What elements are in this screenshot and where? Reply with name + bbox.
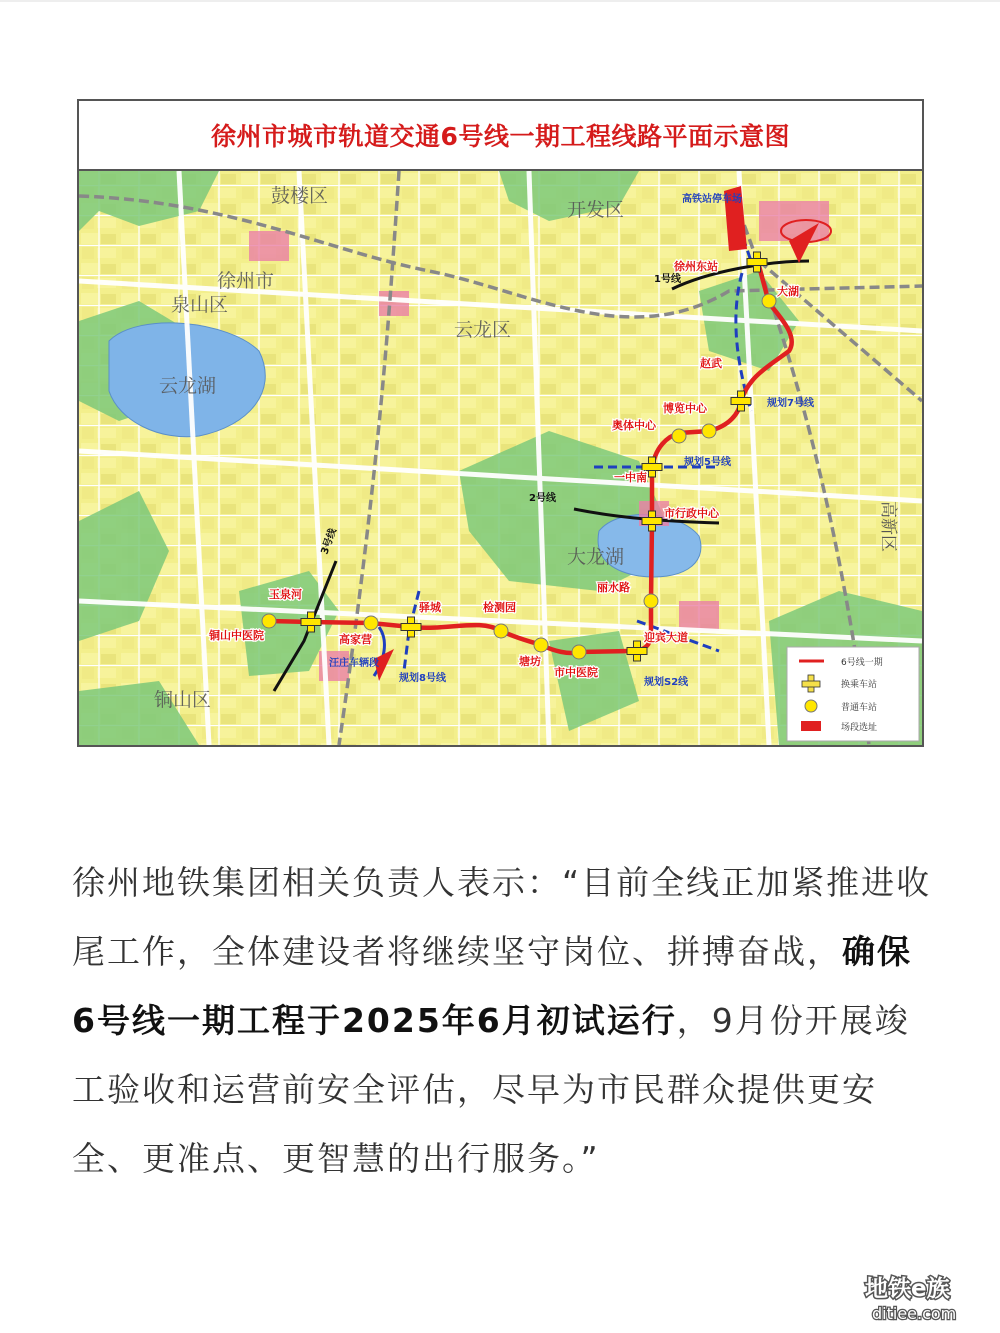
station-label: 玉泉河 [269, 588, 302, 601]
station-label: 奥体中心 [612, 419, 656, 432]
article-paragraph [72, 848, 932, 1193]
station-label: 市中医院 [554, 666, 598, 679]
line-2-label: 2号线 [529, 493, 556, 504]
station-label: 徐州东站 [674, 260, 718, 273]
station-icon [494, 624, 508, 638]
plan-s2-label: 规划S2线 [644, 677, 689, 688]
station-label: 市行政中心 [664, 507, 719, 520]
line-3-label: 3号线 [319, 526, 340, 557]
station-label: 检测园 [483, 601, 516, 614]
legend-normal-icon [805, 700, 817, 712]
district-label: 高新区 [878, 501, 898, 552]
article-text: 徐州地铁集团相关负责人表示：“目前全线正加紧推进收尾工作，全体建设者将继续坚守岗位、拼搏奋战， [72, 863, 932, 971]
rail-map [77, 99, 924, 747]
district-label: 开发区 [567, 199, 625, 221]
top-divider [0, 0, 1000, 2]
watermark-text: 地铁e族 [865, 1276, 950, 1302]
station-label: 博览中心 [663, 402, 707, 415]
map-title: 徐州市城市轨道交通6号线一期工程线路平面示意图 [79, 101, 922, 171]
depot-east-label: 高铁站停车场 [682, 194, 742, 205]
station-label: 迎宾大道 [644, 631, 688, 644]
watermark-domain: ditiee.com [872, 1304, 957, 1323]
station-icon [534, 638, 548, 652]
station-icon [672, 429, 686, 443]
plan-5-label: 规划5号线 [684, 457, 731, 468]
district-label: 大龙湖 [567, 546, 625, 568]
station-label: 大湖 [777, 285, 799, 298]
line-1-label: 1号线 [654, 274, 681, 285]
legend-depot-icon [801, 721, 821, 731]
station-icon [262, 614, 276, 628]
station-label: 铜山中医院 [209, 629, 264, 642]
legend-line6-label: 6号线一期 [841, 658, 883, 668]
map-legend [787, 647, 919, 741]
station-label: 一中南 [614, 471, 647, 484]
watermark [862, 1267, 992, 1329]
station-icon [702, 424, 716, 438]
depot-west-label: 汪庄车辆段 [329, 658, 379, 669]
station-icon [572, 645, 586, 659]
station-label: 赵武 [700, 357, 722, 370]
article-text: ，9月份开展竣工验收和运营前安全评估，尽早为市民群众提供更安全、更准点、更智慧的出行服务。” [72, 1001, 910, 1178]
district-label: 徐州市 [217, 270, 275, 292]
district-label: 泉山区 [171, 294, 229, 316]
plan-8-label: 规划8号线 [399, 673, 446, 684]
station-icon [762, 294, 776, 308]
legend-depot-label: 场段选址 [841, 723, 878, 733]
station-label: 驿城 [419, 601, 441, 614]
article-bold-text: 确保6号线一期工程于2025年6月初试运行 [72, 932, 912, 1040]
district-label: 云龙湖 [159, 375, 217, 397]
plan-7-label: 规划7号线 [767, 398, 814, 409]
station-label: 丽水路 [597, 581, 630, 594]
district-label: 云龙区 [454, 319, 512, 341]
map-canvas [79, 171, 922, 745]
legend-interchange-label: 换乘车站 [841, 680, 878, 690]
legend-normal-label: 普通车站 [841, 703, 878, 713]
district-label: 鼓楼区 [271, 185, 329, 207]
district-label: 铜山区 [154, 689, 212, 711]
station-icon [644, 594, 658, 608]
station-icon [364, 616, 378, 630]
station-label: 塘坊 [519, 655, 541, 668]
station-label: 高家营 [339, 633, 372, 646]
